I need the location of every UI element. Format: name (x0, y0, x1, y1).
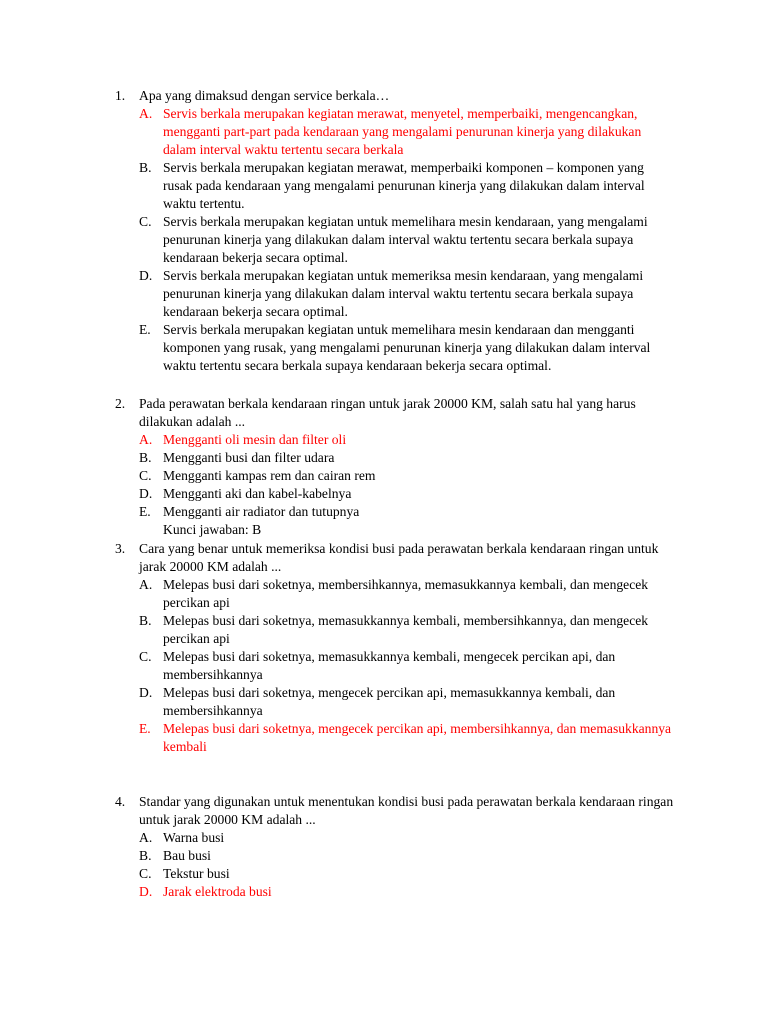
option-letter: C. (139, 866, 152, 881)
option-letter: C. (139, 649, 152, 664)
option-a (139, 829, 675, 847)
question-number: 1. (115, 88, 126, 103)
option-e (139, 503, 675, 521)
question-text: Cara yang benar untuk memeriksa kondisi busi pada perawatan berkala kendaraan ringan untuk jarak 20000 KM adalah ... (139, 541, 659, 574)
option-b (139, 612, 675, 648)
answer-key-note: Kunci jawaban: B (163, 522, 262, 537)
option-letter: B. (139, 450, 152, 465)
option-letter: E. (139, 721, 151, 736)
option-d (139, 485, 675, 503)
option-text: Servis berkala merupakan kegiatan merawat, memperbaiki komponen – komponen yang rusak pada kendaraan yang mengalami penurunan kinerja yang dilakukan dalam interval waktu tertentu. (163, 160, 645, 211)
option-b (139, 847, 675, 865)
option-letter: B. (139, 160, 152, 175)
option-text: Bau busi (163, 848, 211, 863)
option-letter: A. (139, 577, 153, 592)
option-c (139, 467, 675, 485)
option-c (139, 648, 675, 684)
option-letter: A. (139, 830, 153, 845)
question-text: Pada perawatan berkala kendaraan ringan untuk jarak 20000 KM, salah satu hal yang harus dilakukan adalah ... (139, 396, 636, 429)
option-a (139, 576, 675, 612)
option-text: Melepas busi dari soketnya, mengecek percikan api, memasukkannya kembali, dan membersihkannya (163, 685, 616, 718)
option-b (139, 159, 675, 213)
option-text: Mengganti busi dan filter udara (163, 450, 335, 465)
option-letter: C. (139, 214, 152, 229)
option-e-correct (139, 720, 675, 756)
option-letter: A. (139, 106, 153, 121)
option-letter: D. (139, 685, 153, 700)
option-c (139, 865, 675, 883)
option-text: Mengganti aki dan kabel-kabelnya (163, 486, 352, 501)
option-letter: C. (139, 468, 152, 483)
option-letter: E. (139, 504, 151, 519)
option-d (139, 684, 675, 720)
option-b (139, 449, 675, 467)
option-text: Servis berkala merupakan kegiatan untuk memeriksa mesin kendaraan, yang mengalami penurunan kinerja yang dilakukan dalam interval waktu tertentu secara berkala supaya kendaraan bekerja secara optimal. (163, 268, 644, 319)
option-a-correct (139, 431, 675, 449)
option-text: Melepas busi dari soketnya, mengecek percikan api, membersihkannya, dan memasukkannya kembali (163, 721, 672, 754)
option-text: Servis berkala merupakan kegiatan untuk memelihara mesin kendaraan dan mengganti komponen yang rusak, yang mengalami penurunan kinerja yang dilakukan dalam interval waktu tertentu secara berkala supaya kendaraan bekerja secara optimal. (163, 322, 651, 373)
question-3 (115, 540, 675, 756)
option-d-correct (139, 883, 675, 901)
option-letter: E. (139, 322, 151, 337)
question-1 (115, 87, 675, 375)
question-2 (115, 395, 675, 539)
option-e (139, 321, 675, 375)
option-letter: B. (139, 613, 152, 628)
question-text: Apa yang dimaksud dengan service berkala… (139, 88, 390, 103)
question-number: 3. (115, 541, 126, 556)
option-letter: D. (139, 268, 153, 283)
option-text: Melepas busi dari soketnya, memasukkannya kembali, membersihkannya, dan mengecek percikan api (163, 613, 649, 646)
option-text: Servis berkala merupakan kegiatan untuk memelihara mesin kendaraan, yang mengalami penurunan kinerja yang dilakukan dalam interval waktu tertentu secara berkala supaya kendaraan bekerja secara optimal. (163, 214, 648, 265)
option-text: Jarak elektroda busi (163, 884, 272, 899)
option-text: Servis berkala merupakan kegiatan merawat, menyetel, memperbaiki, mengencangkan, mengganti part-part pada kendaraan yang mengalami penurunan kinerja yang dilakukan dalam interval waktu tertentu secara berkala (163, 106, 642, 157)
question-number: 2. (115, 396, 126, 411)
question-number: 4. (115, 794, 126, 809)
option-text: Mengganti air radiator dan tutupnya (163, 504, 360, 519)
option-text: Mengganti oli mesin dan filter oli (163, 432, 347, 447)
option-text: Melepas busi dari soketnya, membersihkannya, memasukkannya kembali, dan mengecek percikan api (163, 577, 649, 610)
option-a-correct (139, 105, 675, 159)
option-letter: D. (139, 486, 153, 501)
question-text: Standar yang digunakan untuk menentukan kondisi busi pada perawatan berkala kendaraan ringan untuk jarak 20000 KM adalah ... (139, 794, 674, 827)
option-letter: D. (139, 884, 153, 899)
question-4 (115, 793, 675, 901)
option-letter: A. (139, 432, 153, 447)
option-text: Mengganti kampas rem dan cairan rem (163, 468, 376, 483)
option-text: Tekstur busi (163, 866, 230, 881)
option-c (139, 213, 675, 267)
option-letter: B. (139, 848, 152, 863)
option-d (139, 267, 675, 321)
option-text: Melepas busi dari soketnya, memasukkannya kembali, mengecek percikan api, dan membersihkannya (163, 649, 616, 682)
option-text: Warna busi (163, 830, 225, 845)
